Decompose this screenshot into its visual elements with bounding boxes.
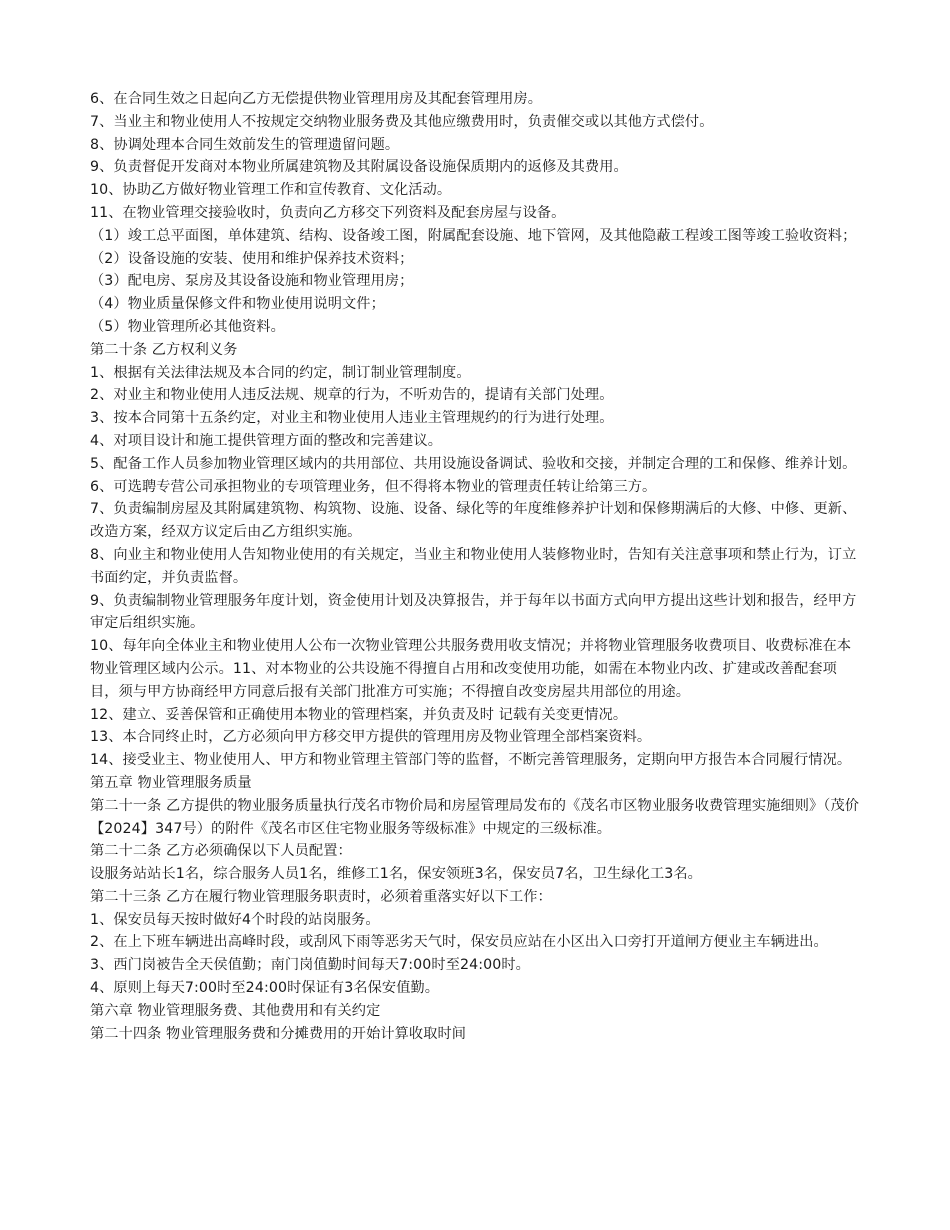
text-line: 4、原则上每天7:00时至24:00时保证有3名保安值勤。: [90, 980, 440, 997]
text-line: 9、负责编制物业管理服务年度计划，资金使用计划及决算报告，并于每年以书面方式向甲方提出这些计划和报告，经甲方审定后组织实施。: [90, 592, 857, 632]
text-line: （3）配电房、泵房及其设备设施和物业管理用房；: [90, 273, 414, 290]
text-line: 9、负责督促开发商对本物业所属建筑物及其附属设备设施保质期内的返修及其费用。: [90, 159, 628, 176]
document-body: [90, 88, 862, 1045]
text-line: 4、对项目设计和施工提供管理方面的整改和完善建议。: [90, 432, 443, 449]
section-heading: 第二十条 乙方权利义务: [90, 341, 238, 358]
text-line: （2）设备设施的安装、使用和维护保养技术资料；: [90, 250, 414, 267]
text-line: 10、每年向全体业主和物业使用人公布一次物业管理公共服务费用收支情况；并将物业管理服务收费项目、收费标准在本物业管理区域内公示。11、对本物业的公共设施不得擅自占用和改变使用功能，如需在本物业内改、扩建或改善配套项目，须与甲方协商经甲方同意后报有关部门批准方可实施；不得擅自改变房屋共用部位的用途。: [90, 638, 852, 700]
text-line: 设服务站站长1名，综合服务人员1名，维修工1名，保安领班3名，保安员7名，卫生绿化工3名。: [90, 866, 702, 883]
text-line: 3、按本合同第十五条约定，对业主和物业使用人违业主管理规约的行为进行处理。: [90, 410, 614, 427]
text-line: 10、协助乙方做好物业管理工作和宣传教育、文化活动。: [90, 182, 452, 199]
text-line: 2、对业主和物业使用人违反法规、规章的行为，不听劝告的，提请有关部门处理。: [90, 387, 614, 404]
text-line: 7、负责编制房屋及其附属建筑物、构筑物、设施、设备、绿化等的年度维修养护计划和保修期满后的大修、中修、更新、改造方案，经双方议定后由乙方组织实施。: [90, 501, 857, 541]
text-line: 6、在合同生效之日起向乙方无偿提供物业管理用房及其配套管理用房。: [90, 91, 543, 107]
text-line: （4）物业质量保修文件和物业使用说明文件；: [90, 296, 385, 313]
text-line: 13、本合同终止时，乙方必须向甲方移交甲方提供的管理用房及物业管理全部档案资料。: [90, 729, 652, 746]
text-line: 7、当业主和物业使用人不按规定交纳物业服务费及其他应缴费用时，负责催交或以其他方式偿付。: [90, 113, 714, 130]
chapter-heading: 第五章 物业管理服务质量: [90, 774, 252, 791]
text-line: 8、向业主和物业使用人告知物业使用的有关规定，当业主和物业使用人装修物业时，告知有关注意事项和禁止行为，订立书面约定，并负责监督。: [90, 546, 857, 586]
section-heading: 第二十三条 乙方在履行物业管理服务职责时，必须着重落实好以下工作：: [90, 888, 552, 905]
text-line: 11、在物业管理交接验收时，负责向乙方移交下列资料及配套房屋与设备。: [90, 204, 566, 221]
text-line: 2、在上下班车辆进出高峰时段，或刮风下雨等恶劣天气时，保安员应站在小区出入口旁打开道闸方便业主车辆进出。: [90, 934, 828, 951]
text-line: 12、建立、妥善保管和正确使用本物业的管理档案，并负责及时 记载有关变更情况。: [90, 706, 628, 723]
text-line: 5、配备工作人员参加物业管理区域内的共用部位、共用设施设备调试、验收和交接，并制定合理的工和保修、维养计划。: [90, 455, 857, 472]
text-line: 3、西门岗被告全天侯值勤；南门岗值勤时间每天7:00时至24:00时。: [90, 957, 530, 974]
section-heading: 第二十四条 物业管理服务费和分摊费用的开始计算收取时间: [90, 1025, 467, 1042]
section-heading: 第二十二条 乙方必须确保以下人员配置：: [90, 843, 352, 860]
text-line: （1）竣工总平面图，单体建筑、结构、设备竣工图，附属配套设施、地下管网，及其他隐蔽工程竣工图等竣工验收资料；: [90, 227, 857, 244]
text-line: 6、可选聘专营公司承担物业的专项管理业务，但不得将本物业的管理责任转让给第三方。: [90, 478, 657, 495]
text-line: （5）物业管理所必其他资料。: [90, 318, 285, 335]
chapter-heading: 第六章 物业管理服务费、其他费用和有关约定: [90, 1002, 381, 1019]
text-line: 14、接受业主、物业使用人、甲方和物业管理主管部门等的监督，不断完善管理服务，定期向甲方报告本合同履行情况。: [90, 752, 852, 769]
text-line: 1、根据有关法律法规及本合同的约定，制订制业管理制度。: [90, 364, 471, 381]
text-line: 第二十一条 乙方提供的物业服务质量执行茂名市物价局和房屋管理局发布的《茂名市区物业服务收费管理实施细则》（茂价【2024】347号）的附件《茂名市区住宅物业服务等级标准》中规定的三级标准。: [90, 797, 860, 837]
text-line: 8、协调处理本合同生效前发生的管理遗留问题。: [90, 136, 400, 153]
text-line: 1、保安员每天按时做好4个时段的站岗服务。: [90, 911, 380, 928]
